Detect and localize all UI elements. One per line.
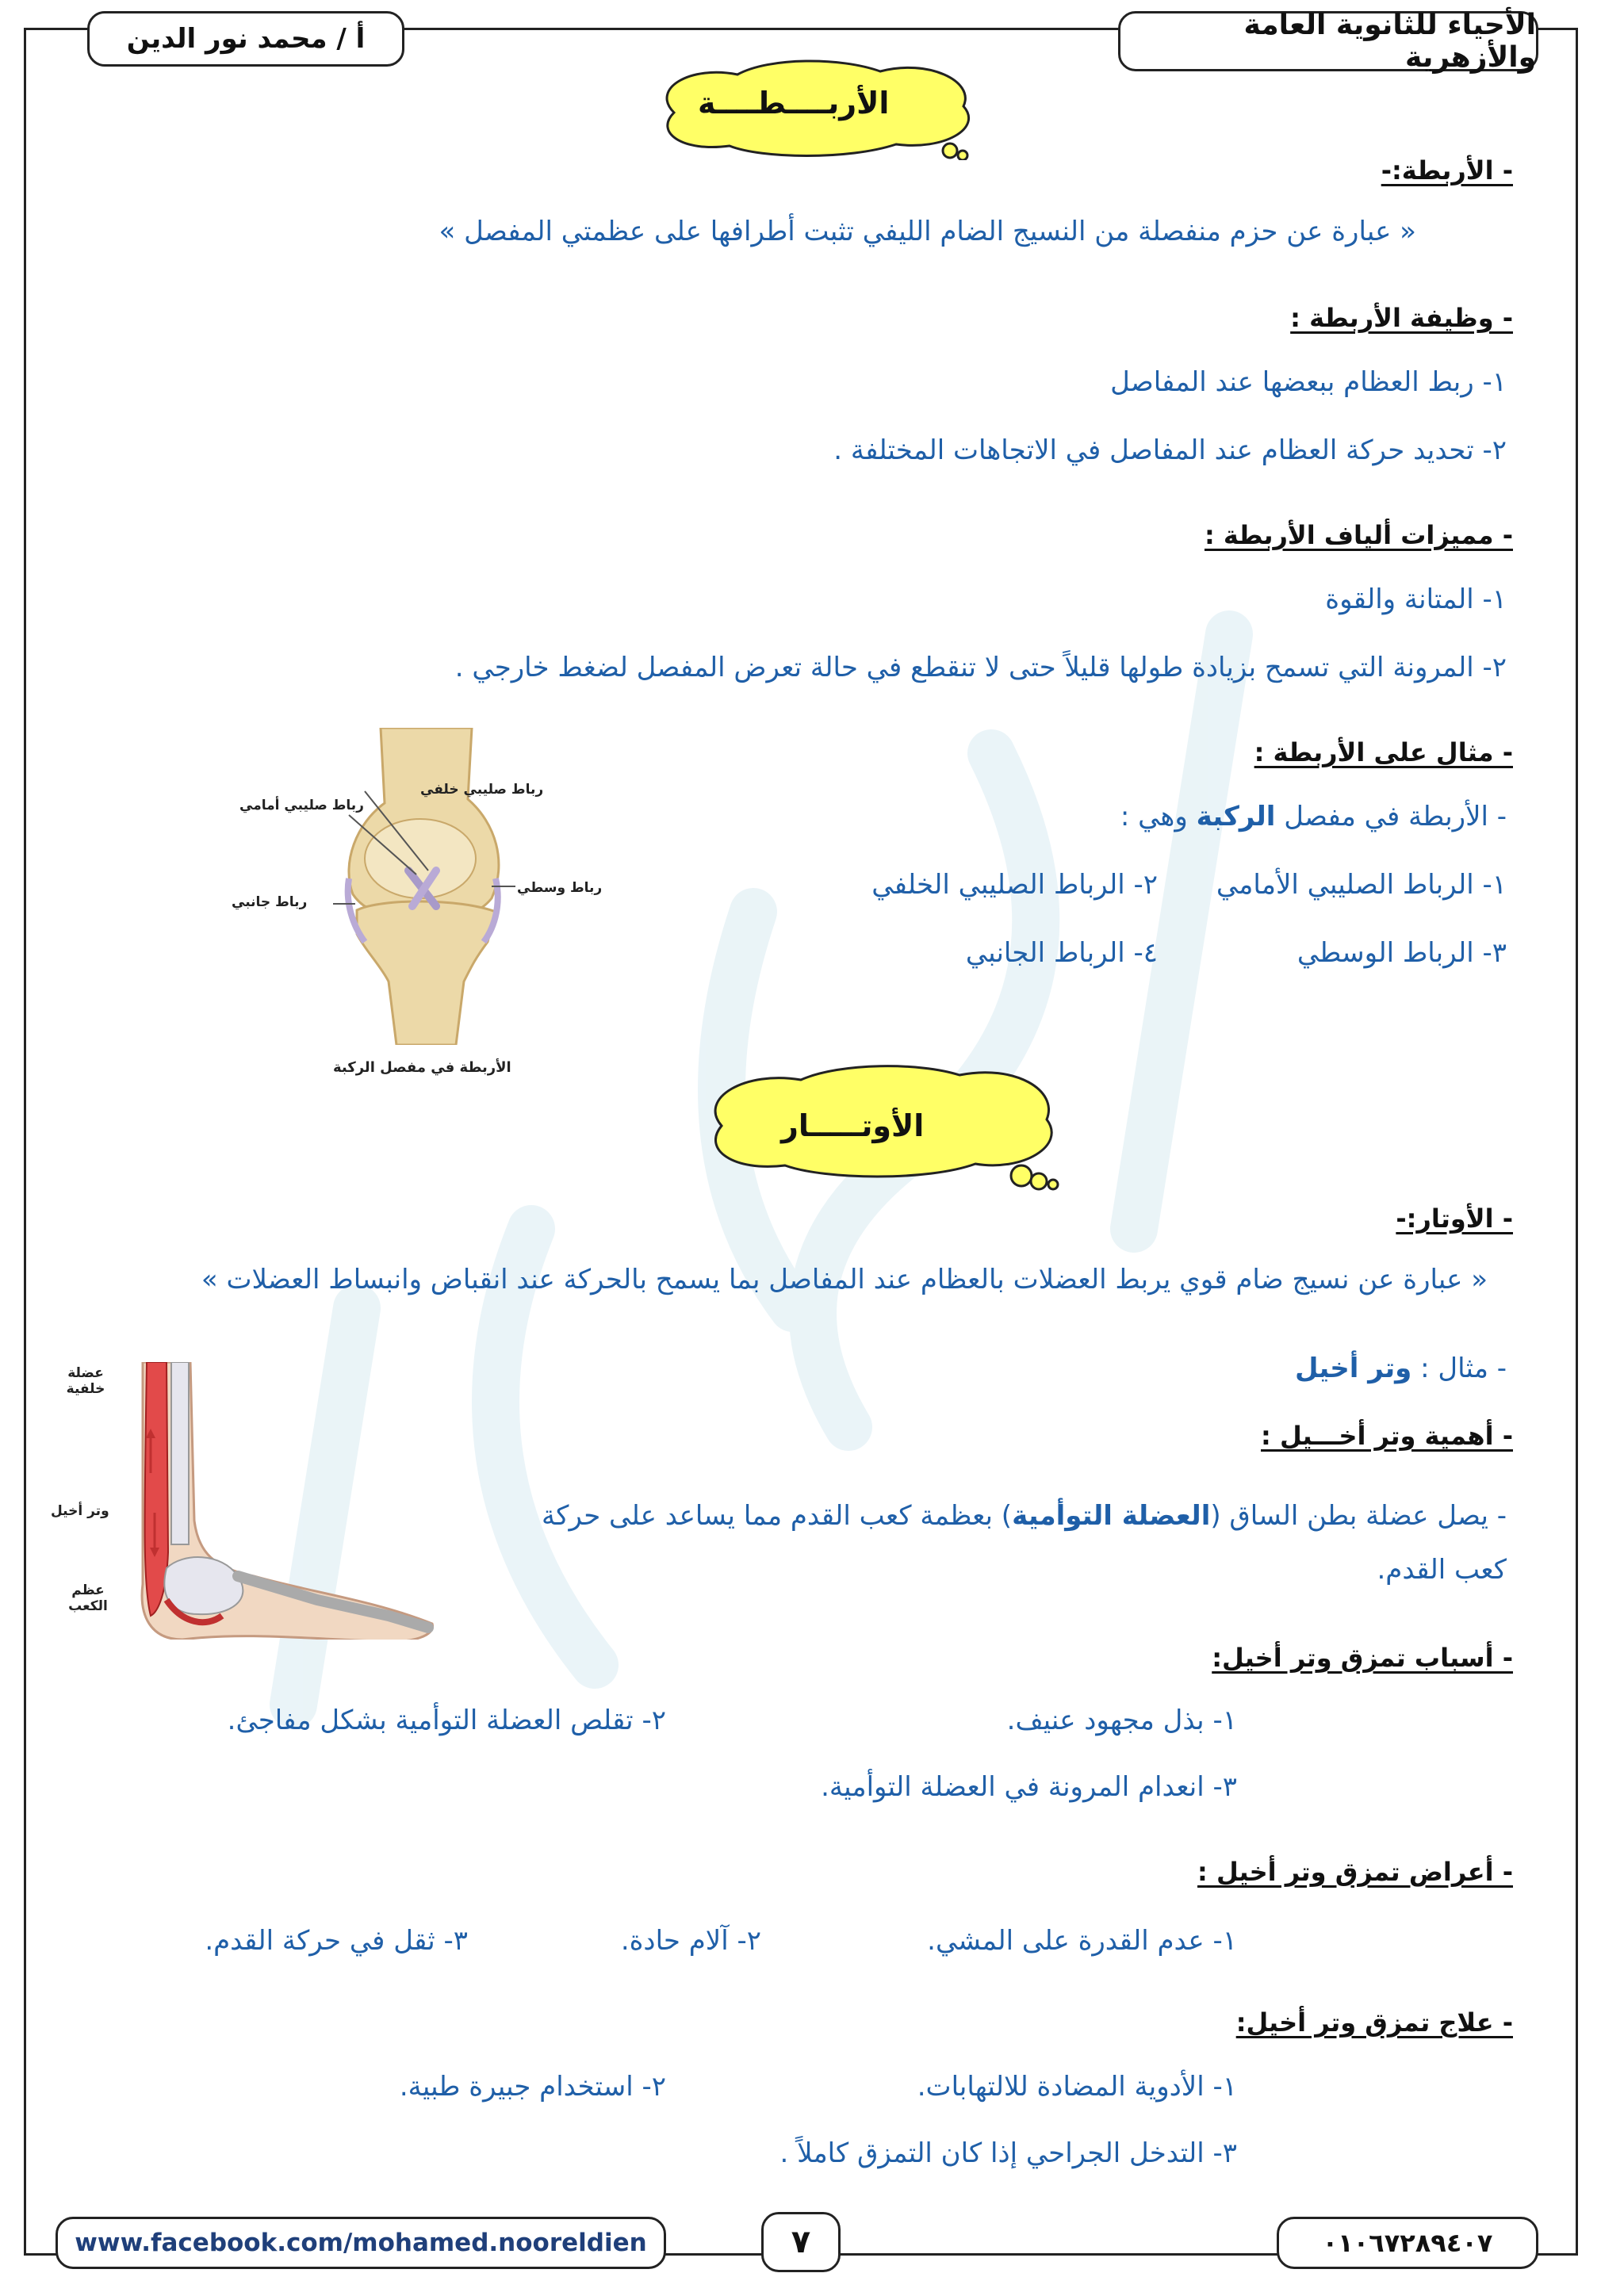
achilles-cause-1: ١- بذل مجهود عنيف. [1006, 1705, 1237, 1736]
tendons-def-heading-text: - الأوتار:- [1396, 1203, 1513, 1234]
page-number-box [761, 2212, 841, 2272]
example-intro-knee: الركبة [1196, 801, 1276, 832]
tendons-banner-title: الأوتـــــار [781, 1108, 925, 1143]
phone-number: ٠١٠٦٧٢٨٩٤٠٧ [1322, 2228, 1493, 2258]
tendons-definition: « عبارة عن نسيج ضام قوي يربط العضلات بالعظام عند المفاصل بما يسمح بالحركة عند انقباض وانبساط العضلات » [201, 1264, 1488, 1295]
ligaments-function-heading-text: - وظيفة الأربطة : [1290, 303, 1513, 333]
achilles-importance-heading [1261, 1421, 1513, 1451]
ligament-feature-2: ٢- المرونة التي تسمح بزيادة طولها قليلاً حتى لا تنقطع في حالة تعرض المفصل لضغط خارجي . [454, 652, 1507, 683]
teacher-name-box [87, 11, 404, 67]
ligaments-example-intro [1120, 801, 1507, 832]
achilles-treatment-heading [1236, 2007, 1513, 2038]
tendon-example-label: - مثال : [1411, 1353, 1507, 1384]
foot-label-bone: عظم الكعب [68, 1582, 108, 1614]
facebook-link[interactable]: www.facebook.com/mohamed.nooreldien [75, 2229, 647, 2257]
achilles-symptoms-heading-text: - أعراض تمزق وتر أخيل : [1197, 1857, 1513, 1887]
foot-label-muscle: عضلة خلفية [66, 1365, 105, 1397]
achilles-causes-heading [1212, 1643, 1513, 1673]
foot-label-tendon: وتر أخيل [51, 1503, 109, 1519]
achilles-treatment-2: ٢- استخدام جبيرة طبية. [399, 2071, 666, 2103]
achilles-importance-heading-text: - أهمية وتر أخـــيل : [1261, 1421, 1513, 1451]
achilles-symptom-2: ٢- آلام حادة. [620, 1925, 761, 1957]
tendon-example-achilles: وتر أخيل [1295, 1353, 1412, 1384]
course-title: الأحياء للثانوية العامة والأزهرية [1243, 9, 1536, 74]
achilles-symptom-3: ٣- ثقل في حركة القدم. [205, 1925, 468, 1957]
knee-label-posterior: رباط صليبي خلفي [420, 782, 544, 798]
example-intro-part-a: - الأربطة في مفصل [1275, 801, 1507, 832]
tendons-example [1295, 1353, 1507, 1384]
knee-figure-caption: الأربطة في مفصل الركبة [333, 1059, 511, 1076]
ligaments-definition: « عبارة عن حزم منفصلة من النسيج الضام الليفي تثبت أطرافها على عظمتي المفصل » [439, 216, 1416, 247]
achilles-symptom-1: ١- عدم القدرة على المشي. [927, 1925, 1237, 1957]
ligament-feature-1: ١- المتانة والقوة [1325, 584, 1507, 615]
ligament-example-4: ٤- الرباط الجانبي [965, 937, 1158, 969]
facebook-link-box[interactable] [56, 2217, 666, 2269]
ligaments-def-heading-text: - الأربطة:- [1381, 155, 1513, 186]
achilles-treatment-heading-text: - علاج تمزق وتر أخيل: [1235, 2007, 1513, 2038]
ligaments-example-heading [1254, 737, 1513, 767]
ligament-function-2: ٢- تحديد حركة العظام عند المفاصل في الاتجاهات المختلفة . [833, 434, 1507, 466]
ligament-example-3: ٣- الرباط الوسطي [1297, 937, 1507, 969]
example-intro-part-c: وهي : [1120, 801, 1197, 832]
teacher-name: أ / محمد نور الدين [126, 23, 366, 55]
achilles-foot-illustration [119, 1362, 444, 1640]
page-number: ٧ [791, 2224, 811, 2260]
course-title-box [1118, 9, 1538, 74]
achilles-causes-heading-text: - أسباب تمزق وتر أخيل: [1212, 1643, 1513, 1673]
phone-box [1277, 2217, 1538, 2269]
knee-label-anterior: رباط صليبي أمامي [239, 798, 364, 813]
ligaments-def-heading [1381, 155, 1513, 186]
tendons-def-heading [1396, 1203, 1513, 1234]
ligaments-banner-title: الأربــــطــــة [698, 86, 890, 121]
achilles-importance-line-2: كعب القدم. [1377, 1554, 1507, 1586]
knee-label-medial: رباط وسطي [517, 880, 603, 896]
achilles-cause-2: ٢- تقلص العضلة التوأمية بشكل مفاجئ. [227, 1705, 666, 1736]
achilles-importance-line-1 [542, 1500, 1507, 1532]
knee-joint-illustration [333, 728, 515, 1045]
achilles-symptoms-heading [1197, 1857, 1513, 1887]
ligament-example-1: ١- الرباط الصليبي الأمامي [1216, 869, 1507, 901]
importance-gastrocnemius: العضلة التوأمية [1012, 1500, 1211, 1532]
ligament-function-1: ١- ربط العظام ببعضها عند المفاصل [1110, 366, 1507, 398]
ligament-example-2: ٢- الرباط الصليبي الخلفي [871, 869, 1158, 901]
ligaments-example-heading-text: - مثال على الأربطة : [1254, 737, 1513, 767]
achilles-cause-3: ٣- انعدام المرونة في العضلة التوأمية. [821, 1771, 1237, 1803]
ligaments-features-heading-text: - مميزات ألياف الأربطة : [1204, 520, 1513, 550]
achilles-treatment-1: ١- الأدوية المضادة للالتهابات. [917, 2071, 1237, 2103]
achilles-treatment-3: ٣- التدخل الجراحي إذا كان التمزق كاملاً . [779, 2137, 1237, 2169]
ligaments-function-heading [1290, 303, 1513, 333]
importance-part-c: ) بعظمة كعب القدم مما يساعد على حركة [542, 1500, 1013, 1532]
importance-part-a: - يصل عضلة بطن الساق ( [1210, 1500, 1507, 1532]
ligaments-features-heading [1205, 520, 1513, 550]
knee-label-lateral: رباط جانبي [232, 894, 308, 910]
